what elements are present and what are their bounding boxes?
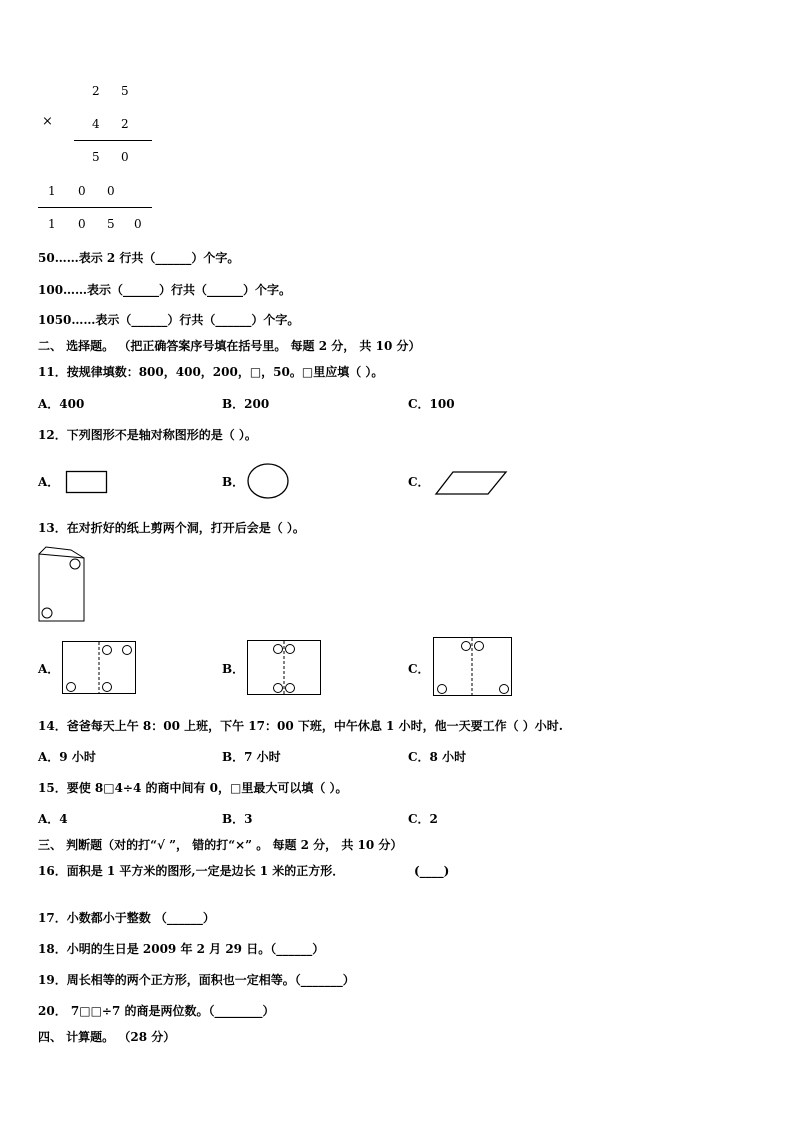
digit: 0 (78, 217, 86, 231)
question-14: 14．爸爸每天上午 8：00 上班，下午 17：00 下班，中午休息 1 小时，他一天要工作（ ）小时. (38, 719, 563, 733)
rule-line (74, 140, 152, 141)
question-19: 19．周长相等的两个正方形，面积也一定相等。（_______） (38, 973, 355, 987)
circle-shape (247, 463, 289, 499)
question-17: 17．小数都小于整数 （______） (38, 911, 215, 925)
fill-line-2: 100……表示（______）行共（______）个字。 (38, 283, 292, 297)
q13-option-a: A． (38, 662, 60, 676)
digit: 0 (78, 184, 86, 198)
digit: 5 (107, 217, 115, 231)
section-3-heading: 三、 判断题（对的打“√ ”， 错的打“×” 。 每题 2 分， 共 10 分） (38, 838, 403, 852)
question-16-blank: (____) (414, 864, 450, 878)
digit: 5 (121, 84, 129, 98)
rectangle-shape (66, 471, 107, 494)
fill-line-1: 50……表示 2 行共（______）个字。 (38, 251, 240, 265)
fill-line-3: 1050……表示（______）行共（______）个字。 (38, 313, 300, 327)
unfolded-paper-a (62, 641, 137, 695)
question-12: 12．下列图形不是轴对称图形的是（ ）。 (38, 428, 257, 442)
digit: 1 (48, 184, 56, 198)
section-2-heading: 二、 选择题。 （把正确答案序号填在括号里。 每题 2 分， 共 10 分） (38, 339, 421, 353)
q13-option-b: B． (222, 662, 245, 676)
q12-option-a: A． (38, 475, 60, 489)
q11-option-b: B．200 (222, 397, 270, 411)
unfolded-paper-c (433, 637, 513, 697)
parallelogram-shape (435, 471, 507, 495)
folded-paper-icon (38, 546, 86, 622)
q11-option-c: C．100 (408, 397, 455, 411)
question-11: 11．按规律填数：800，400，200，□，50。□里应填（ ）。 (38, 365, 384, 379)
q14-option-b: B．7 小时 (222, 750, 281, 764)
question-16: 16．面积是 1 平方米的图形,一定是边长 1 米的正方形． (38, 864, 345, 878)
question-15: 15．要使 8□4÷4 的商中间有 0，□里最大可以填（ ）。 (38, 781, 348, 795)
q11-option-a: A．400 (38, 397, 85, 411)
digit: 1 (48, 217, 56, 231)
question-18: 18．小明的生日是 2009 年 2 月 29 日。（______） (38, 942, 325, 956)
q14-option-a: A．9 小时 (38, 750, 96, 764)
q12-option-c: C． (408, 475, 430, 489)
q13-option-c: C． (408, 662, 430, 676)
q14-option-c: C．8 小时 (408, 750, 467, 764)
question-20: 20． 7□□÷7 的商是两位数。（________） (38, 1004, 275, 1018)
digit: 2 (92, 84, 100, 98)
digit: 0 (121, 150, 129, 164)
q15-option-b: B．3 (222, 812, 253, 826)
q12-option-b: B． (222, 475, 245, 489)
section-4-heading: 四、 计算题。 （28 分） (38, 1030, 176, 1044)
multiply-sign: × (42, 114, 53, 129)
digit: 4 (92, 117, 100, 131)
digit: 0 (107, 184, 115, 198)
q15-option-a: A．4 (38, 812, 68, 826)
digit: 2 (121, 117, 129, 131)
q15-option-c: C．2 (408, 812, 438, 826)
question-13: 13．在对折好的纸上剪两个洞，打开后会是（ ）。 (38, 521, 305, 535)
unfolded-paper-b (247, 640, 322, 696)
digit: 5 (92, 150, 100, 164)
digit: 0 (134, 217, 142, 231)
rule-line (38, 207, 152, 208)
